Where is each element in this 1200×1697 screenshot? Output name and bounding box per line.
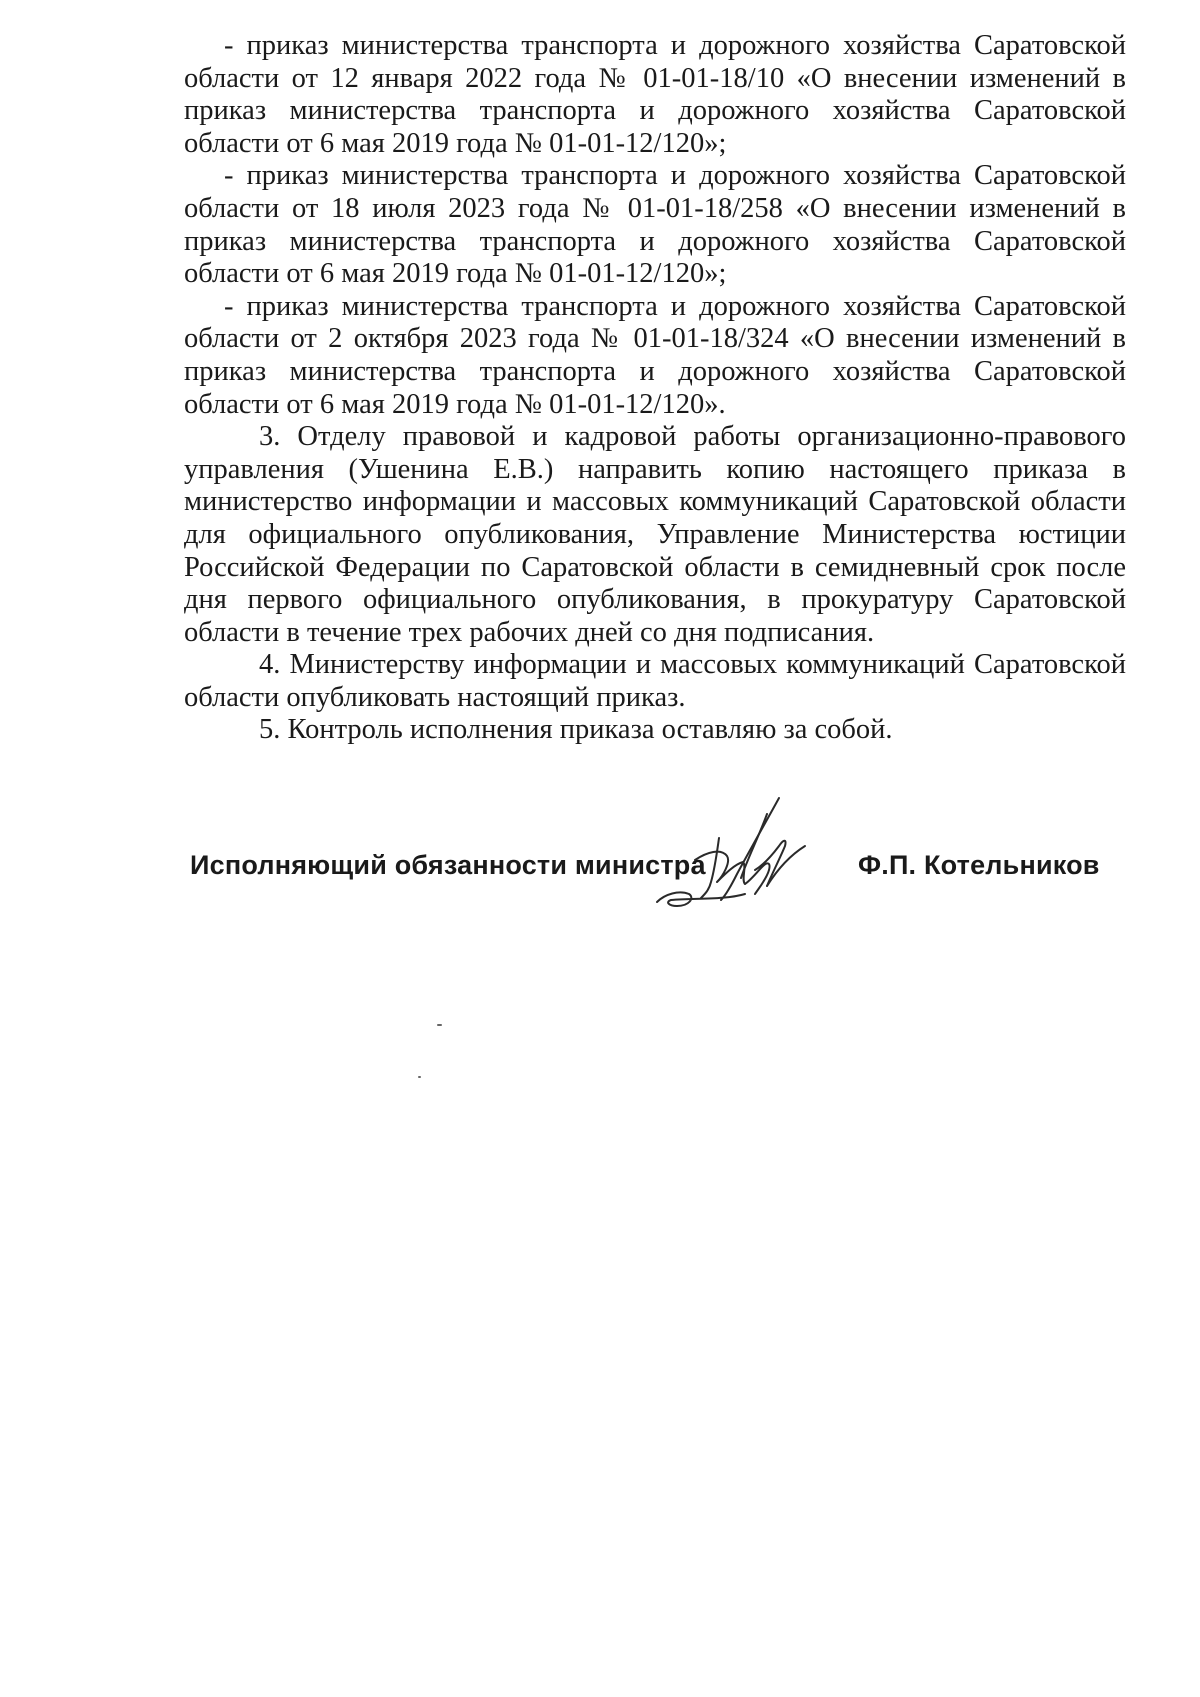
clause-3: 3. Отделу правовой и кадровой работы организационно-правового управления (Ушенина Е.В.) направить копию настоящего приказа в министерство информации и массовых коммуникаций Саратовской области для официального опубликования, Управление Министерства юстиции Российской Федерации по Саратовской области в семидневный срок после дня первого официального опубликования, в прокуратуру Саратовской области в течение трех рабочих дней со дня подписания. [184, 421, 1126, 648]
clause-5: 5. Контроль исполнения приказа оставляю за собой. [259, 714, 893, 746]
list-item-order-2023-october: - приказ министерства транспорта и дорожного хозяйства Саратовской области от 2 октября 2023 года № 01-01-18/324 «О внесении изменений в приказ министерства транспорта и дорожного хозяйства Саратовской области от 6 мая 2019 года № 01-01-12/120». [184, 290, 1126, 420]
list-item-order-2022: - приказ министерства транспорта и дорожного хозяйства Саратовской области от 12 января 2022 года № 01-01-18/10 «О внесении изменений в приказ министерства транспорта и дорожного хозяйства Саратовской области от 6 мая 2019 года № 01-01-12/120»; [184, 30, 1126, 159]
signature-row [190, 848, 1100, 888]
handwritten-signature [655, 790, 855, 920]
list-item-order-2023-july: - приказ министерства транспорта и дорожного хозяйства Саратовской области от 18 июля 2023 года № 01-01-18/258 «О внесении изменений в приказ министерства транспорта и дорожного хозяйства Саратовской области от 6 мая 2019 года № 01-01-12/120»; [184, 160, 1126, 290]
clause-4: 4. Министерству информации и массовых коммуникаций Саратовской области опубликовать настоящий приказ. [184, 649, 1126, 713]
scan-speck [418, 1076, 421, 1078]
document-body [184, 30, 1126, 747]
signer-position-title: Исполняющий обязанности министра [190, 850, 706, 880]
signer-name: Ф.П. Котельников [858, 850, 1100, 880]
scan-speck [437, 1024, 442, 1026]
